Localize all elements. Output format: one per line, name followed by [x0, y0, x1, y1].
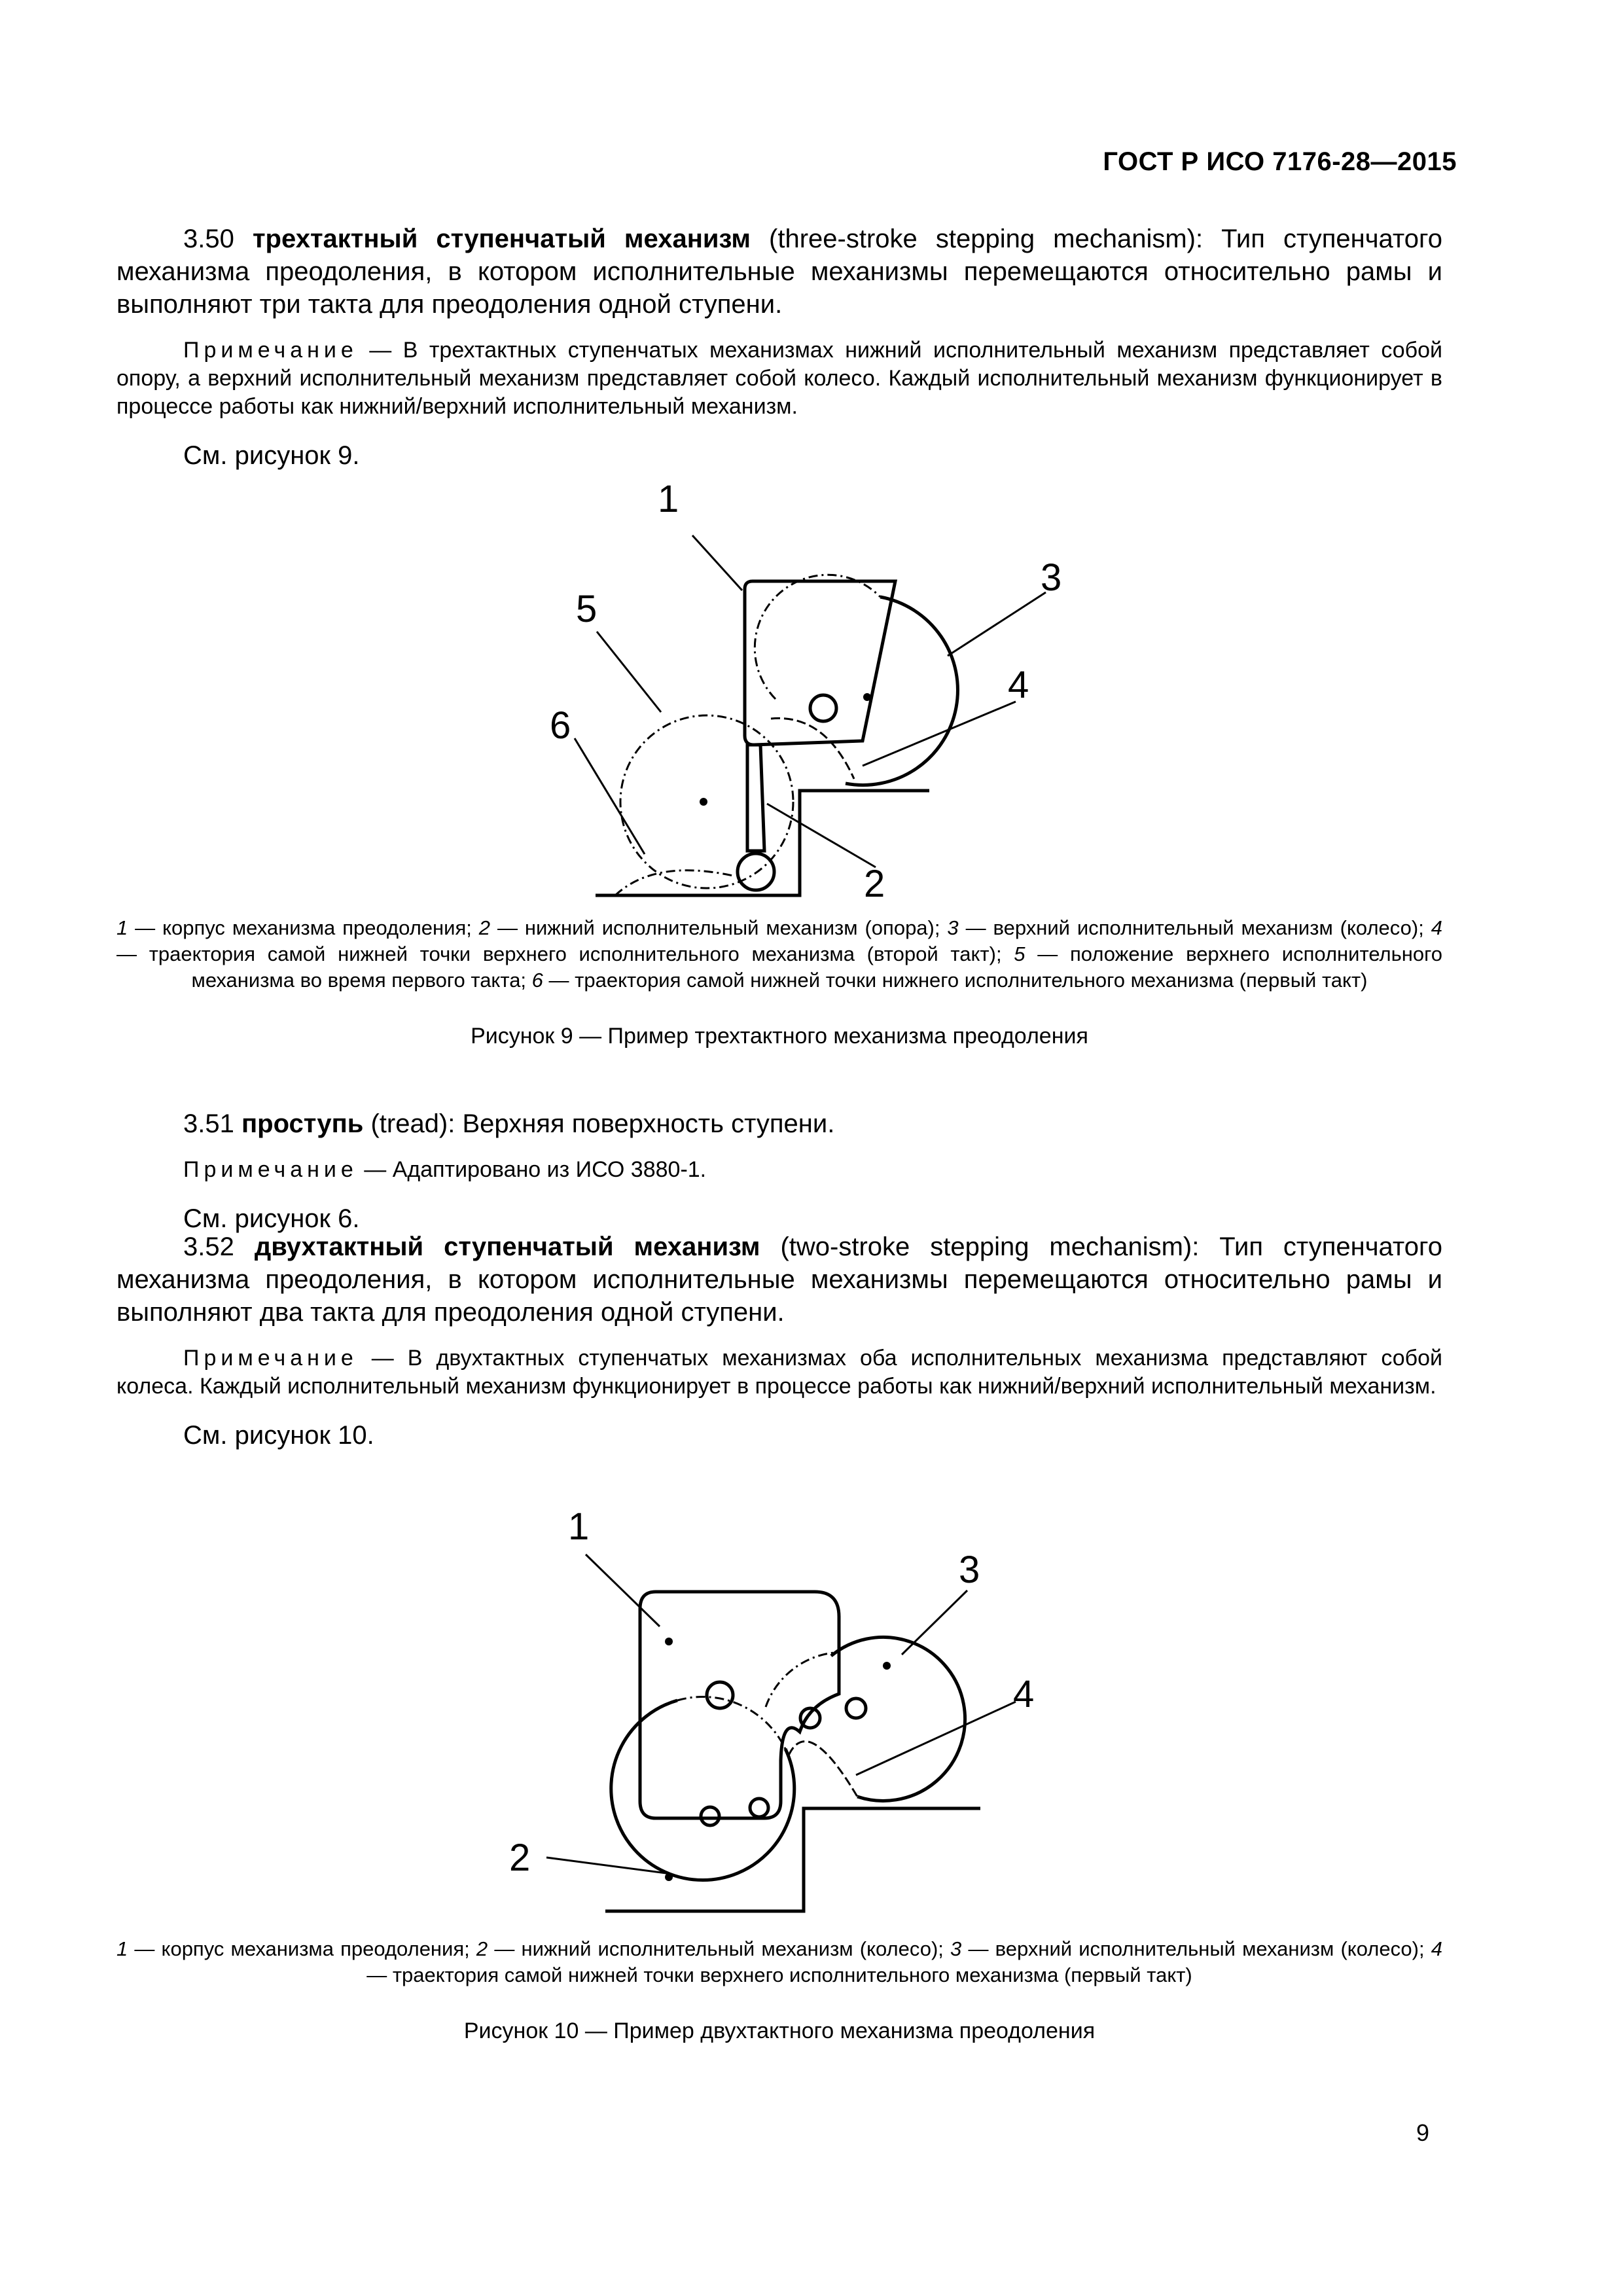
note-text: — Адаптировано из ИСО 3880-1.: [364, 1157, 707, 1182]
label-1: 1: [658, 478, 679, 520]
figure-reference: См. рисунок 6.: [183, 1204, 360, 1233]
center-dot: [665, 1638, 673, 1645]
legend-number: 4: [1431, 1937, 1442, 1960]
figure-reference: См. рисунок 10.: [183, 1421, 374, 1450]
figure-10-legend-block: [116, 1936, 1442, 2045]
legend-number: 5: [1014, 942, 1026, 965]
note-label: Примечание: [183, 1346, 358, 1371]
page-number: 9: [1416, 2119, 1429, 2146]
label-4: 4: [1013, 1673, 1035, 1715]
label-4: 4: [1008, 664, 1029, 706]
figure-10-legend: [116, 1936, 1442, 1988]
lower-wheel-dashed: [677, 1697, 785, 1749]
clause-number: 3.52: [183, 1232, 234, 1261]
label-5: 5: [576, 588, 597, 630]
term: проступь: [241, 1109, 364, 1138]
legend-text: — траектория самой нижней точки нижнего исполнительного механизма (первый такт): [543, 969, 1368, 992]
legend-text: — нижний исполнительный механизм (опора);: [490, 916, 948, 939]
legend-number: 3: [950, 1937, 962, 1960]
legend-number: 2: [478, 916, 491, 939]
term: трехтактный ступенчатый механизм: [252, 224, 751, 253]
standard-header: ГОСТ Р ИСО 7176-28—2015: [1103, 147, 1457, 176]
figure-9-caption: Рисунок 9 — Пример трехтактного механизма преодоления: [471, 1024, 1088, 1049]
note-label: Примечание: [183, 338, 358, 363]
legend-text: — корпус механизма преодоления;: [128, 916, 479, 939]
legend-number: 1: [116, 916, 128, 939]
upper-wheel-dashed: [766, 1653, 834, 1707]
legend-text: — положение верхнего исполнительного механизма во время первого такта;: [191, 942, 1443, 992]
term: двухтактный ступенчатый механизм: [254, 1232, 760, 1261]
clause-number: 3.51: [183, 1109, 234, 1138]
legend-text: — верхний исполнительный механизм (колесо);: [958, 916, 1431, 939]
definition-text: (tread): Верхняя поверхность ступени.: [370, 1109, 835, 1138]
clause-number: 3.50: [183, 224, 234, 253]
center-dot: [883, 1662, 891, 1670]
legend-number: 1: [116, 1937, 128, 1960]
step-profile: [605, 1808, 980, 1911]
figure-10-caption: Рисунок 10 — Пример двухтактного механизма преодоления: [463, 2018, 1096, 2043]
label-2: 2: [864, 863, 885, 905]
legend-number: 4: [1431, 916, 1442, 939]
legend-text: — траектория самой нижней точки верхнего исполнительного механизма (второй такт);: [116, 942, 1014, 965]
legend-number: 2: [476, 1937, 488, 1960]
axle-circle: [701, 1807, 719, 1825]
figure-reference: См. рисунок 9.: [183, 441, 360, 470]
definition-text: (two-stroke stepping mechanism): Тип ступенчатого механизма преодоления, в котором исполнительные механизмы перемещаются относительно рамы и выполняют два такта для преодоления одной ступени.: [116, 1232, 1442, 1327]
legend-text: — верхний исполнительный механизм (колесо);: [961, 1937, 1431, 1960]
note-label: Примечание: [183, 1157, 358, 1182]
note-text: — В трехтактных ступенчатых механизмах нижний исполнительный механизм представляет собой опору, а верхний исполнительный механизм представляет собой колесо. Каждый исполнительный механизм функционирует в процессе работы как нижний/верхний исполнительный механизм.: [116, 338, 1442, 419]
leader-4: [856, 1702, 1016, 1775]
label-2: 2: [509, 1837, 531, 1879]
axle-circle: [846, 1698, 866, 1718]
note-text: — В двухтактных ступенчатых механизмах оба исполнительных механизма представляют собой колеса. Каждый исполнительный механизм функционирует в процессе работы как нижний/верхний исполнительный механизм.: [116, 1346, 1443, 1399]
legend-text: — корпус механизма преодоления;: [128, 1937, 476, 1960]
label-6: 6: [550, 704, 571, 747]
axle-circle: [707, 1682, 733, 1708]
leader-1: [586, 1554, 660, 1626]
legend-number: 3: [947, 916, 959, 939]
legend-text: — траектория самой нижней точки верхнего исполнительного механизма (первый такт): [366, 1964, 1192, 1986]
definition-text: (three-stroke stepping mechanism): Тип ступенчатого механизма преодоления, в котором исполнительные механизмы перемещаются относительно рамы и выполняют три такта для преодоления одной ступени.: [116, 224, 1442, 319]
upper-wheel: [831, 1637, 965, 1801]
center-dot: [665, 1873, 673, 1881]
legend-text: — нижний исполнительный механизм (колесо);: [488, 1937, 951, 1960]
leader-3: [902, 1590, 967, 1655]
label-1: 1: [568, 1505, 590, 1548]
label-3: 3: [1041, 556, 1062, 599]
leader-2: [546, 1857, 666, 1873]
label-3: 3: [959, 1549, 980, 1591]
legend-number: 6: [531, 969, 543, 992]
upper-point-trajectory: [789, 1742, 857, 1797]
axle-circle: [750, 1799, 768, 1817]
